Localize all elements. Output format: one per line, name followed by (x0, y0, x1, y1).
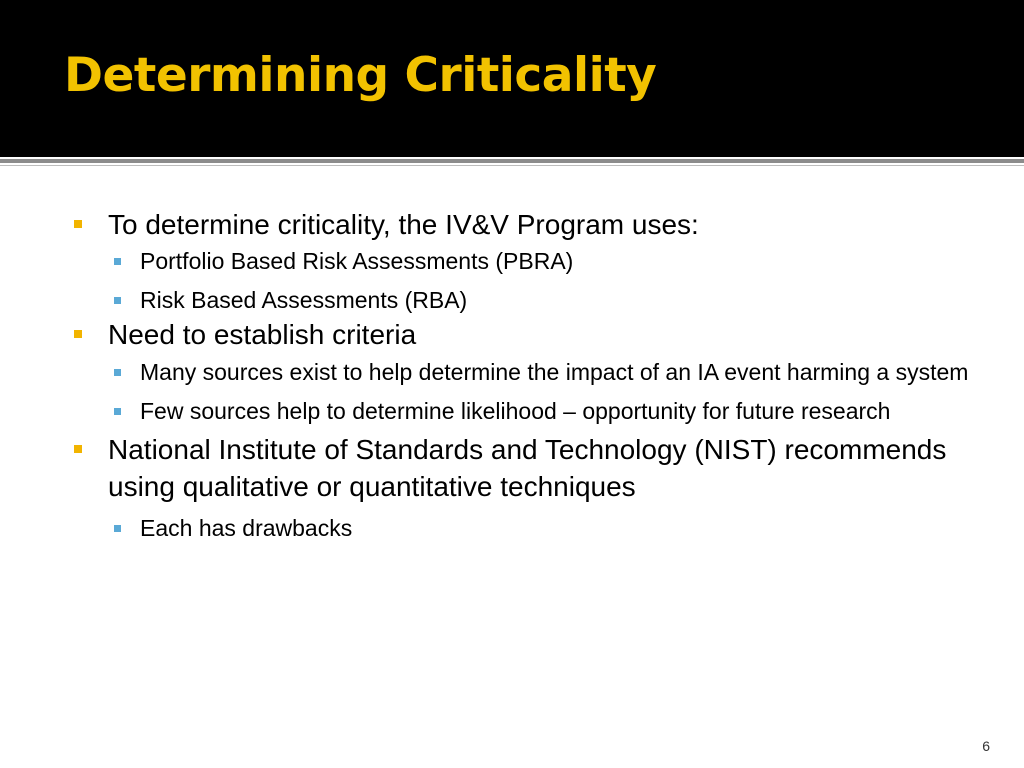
sub-bullet-text: Few sources help to determine likelihood – opportunity for future research (140, 398, 891, 424)
sub-bullet-text: Portfolio Based Risk Assessments (PBRA) (140, 248, 574, 274)
bullet-text: National Institute of Standards and Technology (NIST) recommends using qualitative or quantitative techniques (108, 434, 947, 502)
sub-bullet-item (70, 396, 975, 427)
bullet-item (70, 431, 975, 505)
bullet-text: Need to establish criteria (108, 319, 417, 350)
square-bullet-icon (114, 369, 121, 376)
square-bullet-icon (114, 525, 121, 532)
square-bullet-icon (114, 258, 121, 265)
bullet-item (70, 206, 975, 243)
title-divider-thin (0, 165, 1024, 166)
slide-title: Determining Criticality (64, 48, 657, 103)
square-bullet-icon (74, 330, 82, 338)
sub-bullet-text: Risk Based Assessments (RBA) (140, 287, 468, 313)
square-bullet-icon (114, 297, 121, 304)
sub-bullet-item (70, 246, 975, 277)
bullet-text: To determine criticality, the IV&V Program uses: (108, 209, 699, 240)
title-divider (0, 159, 1024, 163)
sub-bullet-item (70, 513, 975, 544)
square-bullet-icon (74, 445, 82, 453)
sub-bullet-text: Many sources exist to help determine the impact of an IA event harming a system (140, 359, 969, 385)
sub-bullet-item (70, 357, 975, 388)
square-bullet-icon (114, 408, 121, 415)
page-number: 6 (982, 738, 990, 754)
bullet-item (70, 316, 975, 353)
square-bullet-icon (74, 220, 82, 228)
slide-body (70, 206, 975, 544)
title-bar (0, 0, 1024, 157)
sub-bullet-text: Each has drawbacks (140, 515, 353, 541)
sub-bullet-item (70, 285, 975, 316)
